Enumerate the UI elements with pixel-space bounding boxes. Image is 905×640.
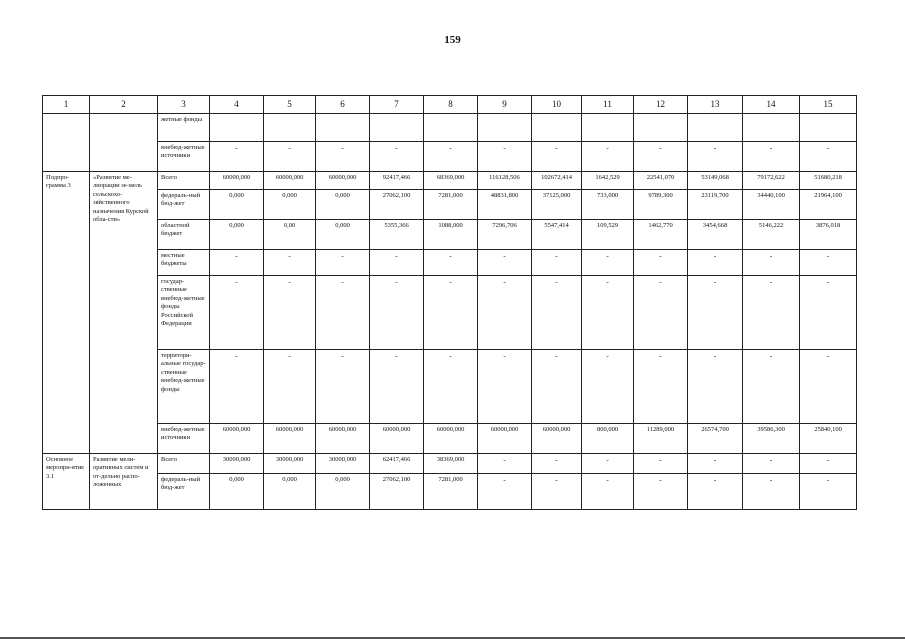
program-name xyxy=(90,114,158,172)
value-cell: 800,000 xyxy=(582,424,634,454)
value-cell: - xyxy=(634,276,688,350)
value-cell: - xyxy=(688,250,743,276)
value-cell: 60000,000 xyxy=(210,424,264,454)
value-cell: - xyxy=(800,250,857,276)
value-cell: 38369,000 xyxy=(424,454,478,474)
table-row xyxy=(43,250,857,276)
funding-source: федераль-ный бюд-жет xyxy=(158,474,210,510)
value-cell: - xyxy=(688,474,743,510)
value-cell: - xyxy=(316,350,370,424)
value-cell: 60000,000 xyxy=(532,424,582,454)
program-name: «Развитие ме-лиорации зе-мель сельскохо-зяйственного назначения Курской обла-сти» xyxy=(90,172,158,454)
value-cell: - xyxy=(634,142,688,172)
value-cell: - xyxy=(582,250,634,276)
value-cell: - xyxy=(582,142,634,172)
value-cell: - xyxy=(370,142,424,172)
value-cell: - xyxy=(532,454,582,474)
value-cell: - xyxy=(532,276,582,350)
value-cell: - xyxy=(800,350,857,424)
value-cell: - xyxy=(424,350,478,424)
table-row xyxy=(43,474,857,510)
value-cell: - xyxy=(478,454,532,474)
value-cell xyxy=(210,114,264,142)
value-cell: - xyxy=(210,350,264,424)
value-cell: - xyxy=(634,350,688,424)
value-cell: 116128,506 xyxy=(478,172,532,190)
value-cell: 3876,018 xyxy=(800,220,857,250)
value-cell: - xyxy=(424,142,478,172)
value-cell: 37125,000 xyxy=(532,190,582,220)
value-cell: - xyxy=(743,142,800,172)
table-row xyxy=(43,172,857,190)
funding-source: территори-альные государ-ственные внебюд-жетные фонды xyxy=(158,350,210,424)
value-cell: - xyxy=(264,350,316,424)
value-cell: 60000,000 xyxy=(316,172,370,190)
value-cell: - xyxy=(743,250,800,276)
value-cell: 9789,300 xyxy=(634,190,688,220)
value-cell: - xyxy=(532,250,582,276)
value-cell: 30000,000 xyxy=(316,454,370,474)
value-cell: - xyxy=(478,276,532,350)
column-header-2: 2 xyxy=(90,96,158,114)
column-header-5: 5 xyxy=(264,96,316,114)
value-cell: 0,000 xyxy=(264,190,316,220)
column-header-7: 7 xyxy=(370,96,424,114)
column-header-3: 3 xyxy=(158,96,210,114)
value-cell xyxy=(743,114,800,142)
value-cell: - xyxy=(316,250,370,276)
value-cell xyxy=(634,114,688,142)
column-header-13: 13 xyxy=(688,96,743,114)
value-cell: 0,00 xyxy=(264,220,316,250)
value-cell: - xyxy=(688,142,743,172)
value-cell: - xyxy=(478,474,532,510)
value-cell: 22541,070 xyxy=(634,172,688,190)
value-cell: - xyxy=(800,276,857,350)
value-cell: 60000,000 xyxy=(424,424,478,454)
value-cell: - xyxy=(634,250,688,276)
value-cell: 0,000 xyxy=(210,220,264,250)
value-cell: - xyxy=(582,474,634,510)
value-cell: 60000,000 xyxy=(316,424,370,454)
value-cell: 733,000 xyxy=(582,190,634,220)
value-cell xyxy=(424,114,478,142)
value-cell: 34440,100 xyxy=(743,190,800,220)
funding-source: местные бюджеты xyxy=(158,250,210,276)
funding-source: государ-ственные внебюд-жетные фонды Российской Федерации xyxy=(158,276,210,350)
value-cell: - xyxy=(743,276,800,350)
value-cell: 11289,000 xyxy=(634,424,688,454)
value-cell: - xyxy=(582,454,634,474)
value-cell: 23119,700 xyxy=(688,190,743,220)
value-cell: 21964,100 xyxy=(800,190,857,220)
column-header-15: 15 xyxy=(800,96,857,114)
value-cell: 5146,222 xyxy=(743,220,800,250)
program-name: Развитие мели-оративных систем и от-дельно распо-ложенных xyxy=(90,454,158,510)
funding-source: Всего xyxy=(158,454,210,474)
value-cell: 0,000 xyxy=(316,220,370,250)
value-cell: - xyxy=(743,474,800,510)
value-cell xyxy=(582,114,634,142)
value-cell: 39586,300 xyxy=(743,424,800,454)
column-header-12: 12 xyxy=(634,96,688,114)
value-cell: - xyxy=(800,454,857,474)
value-cell: 7296,706 xyxy=(478,220,532,250)
value-cell: 102672,414 xyxy=(532,172,582,190)
value-cell: 25840,100 xyxy=(800,424,857,454)
value-cell: 62417,466 xyxy=(370,454,424,474)
value-cell: 0,000 xyxy=(264,474,316,510)
value-cell: 3454,668 xyxy=(688,220,743,250)
table-row xyxy=(43,114,857,142)
program-label: Основное меропри-ятие 3.1 xyxy=(43,454,90,510)
column-header-14: 14 xyxy=(743,96,800,114)
value-cell: - xyxy=(688,276,743,350)
table-row xyxy=(43,276,857,350)
column-header-6: 6 xyxy=(316,96,370,114)
value-cell: 60000,000 xyxy=(210,172,264,190)
value-cell: 27062,100 xyxy=(370,190,424,220)
funding-source: федераль-ный бюд-жет xyxy=(158,190,210,220)
value-cell: - xyxy=(688,454,743,474)
value-cell: - xyxy=(582,276,634,350)
value-cell: 0,000 xyxy=(316,190,370,220)
value-cell: - xyxy=(478,250,532,276)
value-cell: - xyxy=(210,142,264,172)
value-cell: - xyxy=(532,350,582,424)
value-cell: - xyxy=(424,276,478,350)
value-cell: 48831,800 xyxy=(478,190,532,220)
value-cell: - xyxy=(264,250,316,276)
value-cell: 60000,000 xyxy=(264,172,316,190)
column-header-9: 9 xyxy=(478,96,532,114)
value-cell: - xyxy=(634,454,688,474)
value-cell: - xyxy=(634,474,688,510)
bottom-rule xyxy=(0,637,905,639)
value-cell: 1462,770 xyxy=(634,220,688,250)
value-cell: 30000,000 xyxy=(210,454,264,474)
column-header-8: 8 xyxy=(424,96,478,114)
table-body xyxy=(43,114,857,510)
column-header-1: 1 xyxy=(43,96,90,114)
value-cell: 1642,529 xyxy=(582,172,634,190)
funding-source: Всего xyxy=(158,172,210,190)
funding-source: жетные фонды xyxy=(158,114,210,142)
value-cell xyxy=(688,114,743,142)
value-cell: 68369,000 xyxy=(424,172,478,190)
value-cell: 109,529 xyxy=(582,220,634,250)
program-label: Подпро-грамма 3 xyxy=(43,172,90,454)
value-cell: 26574,700 xyxy=(688,424,743,454)
table-row xyxy=(43,190,857,220)
value-cell xyxy=(478,114,532,142)
value-cell: - xyxy=(370,276,424,350)
value-cell: 53149,068 xyxy=(688,172,743,190)
value-cell: - xyxy=(582,350,634,424)
value-cell: 0,000 xyxy=(210,474,264,510)
table-row xyxy=(43,220,857,250)
value-cell: 60000,000 xyxy=(370,424,424,454)
value-cell: - xyxy=(370,350,424,424)
value-cell: 1088,000 xyxy=(424,220,478,250)
funding-source: внебюд-жетные источники xyxy=(158,424,210,454)
table-row xyxy=(43,454,857,474)
value-cell: - xyxy=(478,350,532,424)
column-header-4: 4 xyxy=(210,96,264,114)
value-cell: 92417,466 xyxy=(370,172,424,190)
value-cell: 30000,000 xyxy=(264,454,316,474)
value-cell xyxy=(800,114,857,142)
value-cell: 7281,000 xyxy=(424,474,478,510)
value-cell: - xyxy=(264,276,316,350)
value-cell: - xyxy=(478,142,532,172)
value-cell: - xyxy=(316,142,370,172)
value-cell: 0,000 xyxy=(316,474,370,510)
column-header-11: 11 xyxy=(582,96,634,114)
value-cell: 5355,366 xyxy=(370,220,424,250)
value-cell xyxy=(316,114,370,142)
table-row xyxy=(43,424,857,454)
column-header-10: 10 xyxy=(532,96,582,114)
value-cell xyxy=(532,114,582,142)
value-cell: - xyxy=(532,474,582,510)
value-cell xyxy=(264,114,316,142)
value-cell: - xyxy=(370,250,424,276)
value-cell: - xyxy=(210,250,264,276)
value-cell: - xyxy=(800,142,857,172)
funding-source: областной бюджет xyxy=(158,220,210,250)
value-cell: 0,000 xyxy=(210,190,264,220)
value-cell: - xyxy=(800,474,857,510)
page-number: 159 xyxy=(444,34,461,46)
value-cell: 7281,000 xyxy=(424,190,478,220)
value-cell: - xyxy=(688,350,743,424)
table-row xyxy=(43,350,857,424)
budget-table xyxy=(42,95,857,510)
table-row xyxy=(43,142,857,172)
value-cell: - xyxy=(264,142,316,172)
funding-source: внебюд-жетные источники xyxy=(158,142,210,172)
value-cell: - xyxy=(532,142,582,172)
value-cell: 60000,000 xyxy=(264,424,316,454)
value-cell: - xyxy=(316,276,370,350)
value-cell: 60000,000 xyxy=(478,424,532,454)
value-cell: - xyxy=(743,350,800,424)
value-cell: 27062,100 xyxy=(370,474,424,510)
value-cell: - xyxy=(424,250,478,276)
program-label xyxy=(43,114,90,172)
value-cell: 5547,414 xyxy=(532,220,582,250)
value-cell: 79172,622 xyxy=(743,172,800,190)
value-cell: 51680,218 xyxy=(800,172,857,190)
header-row xyxy=(43,96,857,114)
value-cell: - xyxy=(743,454,800,474)
value-cell xyxy=(370,114,424,142)
value-cell: - xyxy=(210,276,264,350)
